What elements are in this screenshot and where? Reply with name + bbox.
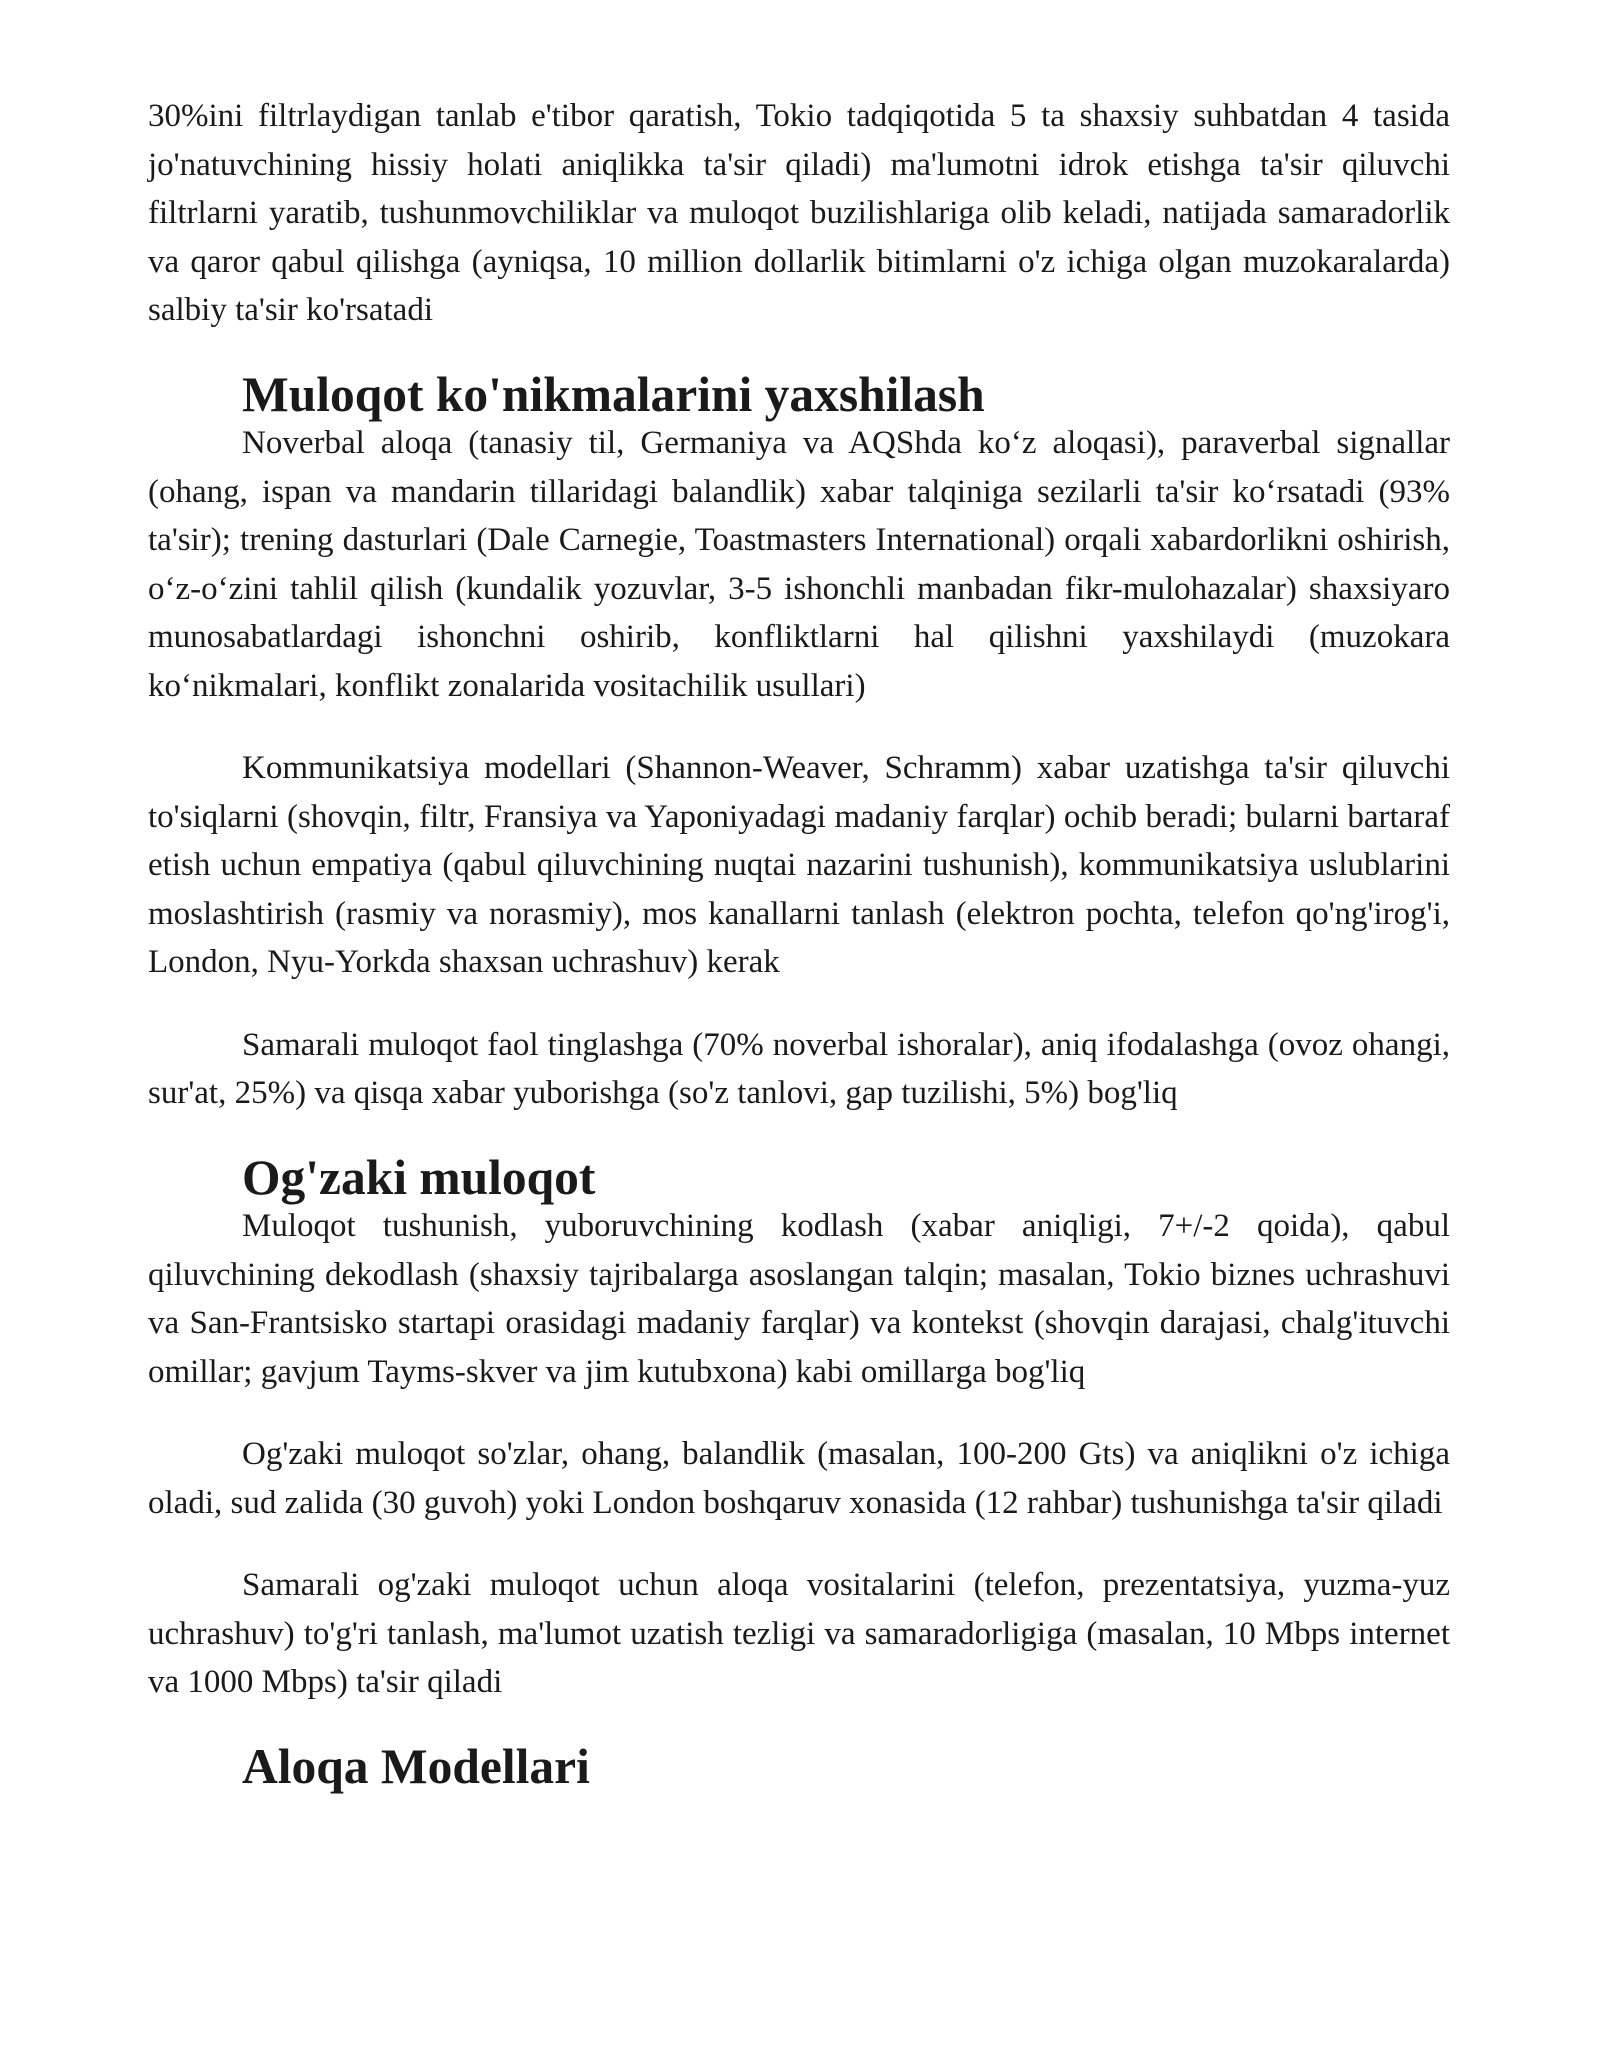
heading-communication-models: Aloqa Modellari xyxy=(242,1738,590,1794)
document-page xyxy=(148,92,1450,1794)
paragraph-nonverbal: Noverbal aloqa (tanasiy til, Germaniya va AQShda koʻz aloqasi), paraverbal signallar (ohang, ispan va mandarin tillaridagi balandlik) xabar talqiniga sezilarli ta'sir koʻrsatadi (93% ta'sir); trening dasturlari (Dale Carnegie, Toastmasters International) orqali xabardorlikni oshirish, oʻz-oʻzini tahlil qilish (kundalik yozuvlar, 3-5 ishonchli manbadan fikr-mulohazalar) shaxsiyaro munosabatlardagi ishonchni oshirib, konfliktlarni hal qilishni yaxshilaydi (muzokara koʻnikmalari, konflikt zonalarida vositachilik usullari) xyxy=(148,425,1450,704)
heading-communication-skills: Muloqot ko'nikmalarini yaxshilash xyxy=(242,366,985,422)
paragraph-selective-attention: 30%ini filtrlaydigan tanlab e'tibor qaratish, Tokio tadqiqotida 5 ta shaxsiy suhbatdan 4 tasida jo'natuvchining hissiy holati aniqlikka ta'sir qiladi) ma'lumotni idrok etishga ta'sir qiluvchi filtrlarni yaratib, tushunmovchiliklar va muloqot buzilishlariga olib keladi, natijada samaradorlik va qaror qabul qilishga (ayniqsa, 10 million dollarlik bitimlarni o'z ichiga olgan muzokaralarda) salbiy ta'sir ko'rsatadi xyxy=(148,98,1450,328)
paragraph-verbal-channels: Samarali og'zaki muloqot uchun aloqa vositalarini (telefon, prezentatsiya, yuzma-yuz uchrashuv) to'g'ri tanlash, ma'lumot uzatish tezligi va samaradorligiga (masalan, 10 Mbps internet va 1000 Mbps) ta'sir qiladi xyxy=(148,1567,1450,1700)
paragraph-communication-models: Kommunikatsiya modellari (Shannon-Weaver, Schramm) xabar uzatishga ta'sir qiluvchi to'siqlarni (shovqin, filtr, Fransiya va Yaponiyadagi madaniy farqlar) ochib beradi; bularni bartaraf etish uchun empatiya (qabul qiluvchining nuqtai nazarini tushunish), kommunikatsiya uslublarini moslashtirish (rasmiy va norasmiy), mos kanallarni tanlash (elektron pochta, telefon qo'ng'irog'i, London, Nyu-Yorkda shaxsan uchrashuv) kerak xyxy=(148,750,1450,980)
paragraph-effective-communication: Samarali muloqot faol tinglashga (70% noverbal ishoralar), aniq ifodalashga (ovoz ohangi, sur'at, 25%) va qisqa xabar yuborishga (so'z tanlovi, gap tuzilishi, 5%) bog'liq xyxy=(148,1026,1450,1111)
heading-verbal-communication: Og'zaki muloqot xyxy=(242,1149,596,1205)
paragraph-verbal-elements: Og'zaki muloqot so'zlar, ohang, balandlik (masalan, 100-200 Gts) va aniqlikni o'z ichiga oladi, sud zalida (30 guvoh) yoki London boshqaruv xonasida (12 rahbar) tushunishga ta'sir qiladi xyxy=(148,1436,1450,1521)
paragraph-encoding-decoding: Muloqot tushunish, yuboruvchining kodlash (xabar aniqligi, 7+/-2 qoida), qabul qiluvchining dekodlash (shaxsiy tajribalarga asoslangan talqin; masalan, Tokio biznes uchrashuvi va San-Frantsisko startapi orasidagi madaniy farqlar) va kontekst (shovqin darajasi, chalg'ituvchi omillar; gavjum Tayms-skver va jim kutubxona) kabi omillarga bog'liq xyxy=(148,1208,1450,1390)
